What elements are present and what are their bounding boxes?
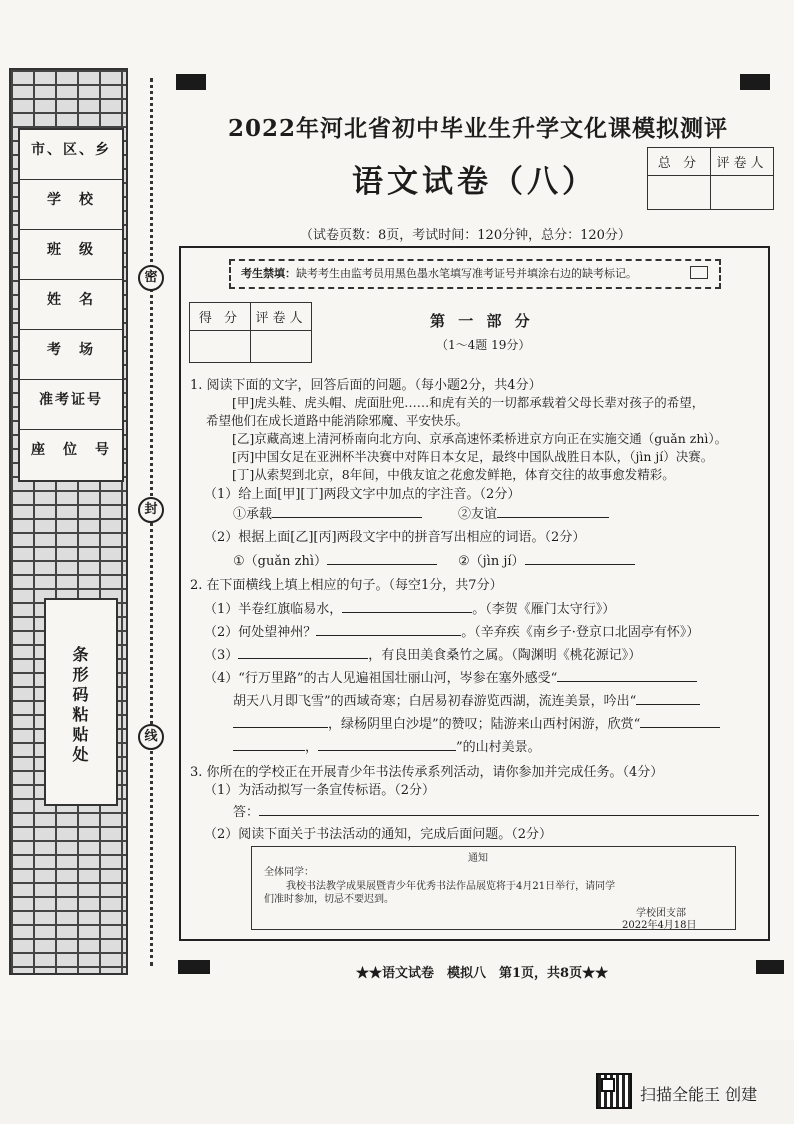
registration-mark-bottom-left — [178, 960, 210, 974]
notice-text: 缺考考生由监考员用黑色墨水笔填写准考证号并填涂右边的缺考标记。 — [296, 267, 637, 280]
answer-blank[interactable] — [259, 803, 759, 816]
q2-text: ，绿杨阴里白沙堤”的赞叹；陆游来山西村闲游，欣赏“ — [328, 717, 641, 732]
part-grader-cell — [251, 331, 312, 363]
info-field: 准考证号 — [20, 380, 122, 430]
exam-title: 2022年河北省初中毕业生升学文化课模拟测评 — [228, 115, 729, 142]
q2-text: ”的山村美景。 — [456, 740, 541, 755]
q3-answer-line — [233, 801, 759, 820]
scanner-watermark: 扫描全能王 创建 — [640, 1085, 758, 1104]
q3-sub2: （2）阅读下面关于书法活动的通知，完成后面问题。（2分） — [204, 827, 553, 842]
item-label: ②友谊 — [458, 507, 498, 522]
info-field: 座 位 号 — [31, 442, 111, 458]
q2-text: （1）半卷红旗临易水， — [204, 602, 343, 617]
answer-blank[interactable] — [272, 505, 422, 518]
q1-sub1-item — [458, 503, 609, 522]
exam-subtitle: 语文试卷（八） — [352, 164, 597, 200]
item-label: ①（guǎn zhì） — [233, 554, 327, 569]
barcode-label: 条形码粘贴处 — [70, 646, 89, 766]
part-score-header: 得 分 — [190, 303, 251, 331]
seal-mi: 密 — [138, 265, 164, 291]
page-footer: ★★语文试卷 模拟八 第1页，共8页★★ — [356, 966, 609, 981]
info-field: 考 场 — [20, 330, 122, 380]
q1-sub1: （1）给上面[甲][丁]两段文字中加点的字注音。（2分） — [204, 487, 521, 502]
q3-sub1: （1）为活动拟写一条宣传标语。（2分） — [204, 783, 436, 798]
answer-blank[interactable] — [636, 692, 700, 705]
seal-xian: 线 — [138, 724, 164, 750]
q3-stem: 3. 你所在的学校正在开展青少年书法传承系列活动，请你参加并完成任务。（4分） — [190, 765, 664, 780]
notice-date: 2022年4月18日 — [622, 920, 697, 931]
part-score-cell — [190, 331, 251, 363]
q2-text: 。（辛弃疾《南乡子·登京口北固亭有怀》） — [461, 625, 700, 640]
notice-body: 我校书法教学成果展暨青少年优秀书法作品展览将于4月21日举行，请同学 — [286, 881, 616, 892]
notice-title: 通知 — [468, 853, 488, 864]
q1-passage-line: [乙]京藏高速上清河桥南向北方向、京承高速怀柔桥进京方向正在实施交通（guǎn zhì）。 — [232, 431, 728, 446]
q2-line-7 — [233, 736, 541, 755]
q1-sub1-item — [233, 503, 422, 522]
q2-text: ，有良田美食桑竹之属。（陶渊明《桃花源记》） — [368, 648, 642, 663]
q1-passage-line: [丙]中国女足在亚洲杯半决赛中对阵日本女足，最终中国队战胜日本队，（jìn jí）决赛。 — [232, 449, 714, 464]
part-subtitle: （1～4题 19分） — [436, 338, 531, 352]
answer-blank[interactable] — [238, 646, 368, 659]
q2-line-6 — [233, 713, 720, 732]
item-label: ②（jìn jí） — [458, 554, 525, 569]
barcode-area — [44, 598, 118, 806]
q2-line-2 — [204, 621, 699, 640]
qr-code-icon — [596, 1073, 632, 1109]
q2-line-4 — [204, 667, 697, 686]
q1-passage-line: [丁]从索契到北京，8年间，中俄友谊之花愈发鲜艳，体育交往的故事愈发精彩。 — [232, 467, 675, 482]
answer-blank[interactable] — [640, 715, 720, 728]
answer-blank[interactable] — [557, 669, 697, 682]
answer-blank[interactable] — [318, 738, 456, 751]
answer-blank[interactable] — [233, 715, 328, 728]
q2-text: 胡天八月即飞雪”的西域奇寒；白居易初春游览西湖，流连美景，吟出“ — [233, 694, 637, 709]
answer-blank[interactable] — [497, 505, 609, 518]
info-field: 姓 名 — [20, 280, 122, 330]
q1-passage-line: [甲]虎头鞋、虎头帽、虎面肚兜……和虎有关的一切都承载着父母长辈对孩子的希望， — [232, 395, 705, 410]
notice-body: 们准时参加，切忌不要迟到。 — [264, 894, 394, 905]
answer-label: 答： — [233, 805, 260, 820]
grader-header: 评卷人 — [711, 148, 774, 176]
notice-signature: 学校团支部 — [636, 908, 686, 919]
info-field: 市、区、乡 — [20, 130, 122, 180]
notice-label: 考生禁填： — [241, 267, 296, 280]
notice-greeting: 全体同学： — [264, 867, 314, 878]
registration-mark-top-left — [176, 74, 206, 90]
q2-text: ， — [305, 740, 319, 755]
q1-sub2: （2）根据上面[乙][丙]两段文字中的拼音写出相应的词语。（2分） — [204, 530, 586, 545]
exam-meta: （试卷页数：8页，考试时间：120分钟，总分：120分） — [300, 228, 631, 243]
part-score-table — [189, 302, 312, 363]
item-label: ①承载 — [233, 507, 273, 522]
answer-blank[interactable] — [327, 552, 437, 565]
total-score-table — [647, 147, 774, 210]
total-score-cell — [648, 176, 711, 210]
answer-blank[interactable] — [525, 552, 635, 565]
q2-text: （2）何处望神州？ — [204, 625, 317, 640]
q1-sub2-item — [233, 550, 437, 569]
info-field: 班 级 — [20, 230, 122, 280]
q2-stem: 2. 在下面横线上填上相应的句子。（每空1分，共7分） — [190, 578, 503, 593]
absent-mark-box[interactable] — [690, 266, 708, 279]
q2-line-1 — [204, 598, 615, 617]
part-title: 第 一 部 分 — [430, 312, 534, 330]
q1-passage-line: 希望他们在成长道路中能消除邪魔、平安快乐。 — [206, 413, 469, 428]
q2-line-3 — [204, 644, 641, 663]
info-field: 学 校 — [20, 180, 122, 230]
total-score-header: 总 分 — [648, 148, 711, 176]
registration-mark-top-right — [740, 74, 770, 90]
q1-sub2-item — [458, 550, 635, 569]
q1-stem: 1. 阅读下面的文字，回答后面的问题。（每小题2分，共4分） — [190, 378, 542, 393]
answer-blank[interactable] — [342, 600, 472, 613]
answer-blank[interactable] — [316, 623, 461, 636]
q2-line-5 — [233, 690, 700, 709]
student-info-box — [18, 128, 124, 482]
q2-text: （3） — [204, 648, 239, 663]
q2-text: （4）“行万里路”的古人见遍祖国壮丽山河，岑参在塞外感受“ — [204, 671, 558, 686]
q2-text: 。（李贺《雁门太守行》） — [472, 602, 616, 617]
qr-finder — [601, 1078, 615, 1092]
answer-blank[interactable] — [233, 738, 305, 751]
grader-cell — [711, 176, 774, 210]
absent-notice — [229, 259, 721, 289]
registration-mark-bottom-right — [756, 960, 784, 974]
part-grader-header: 评卷人 — [251, 303, 312, 331]
seal-feng: 封 — [138, 497, 164, 523]
